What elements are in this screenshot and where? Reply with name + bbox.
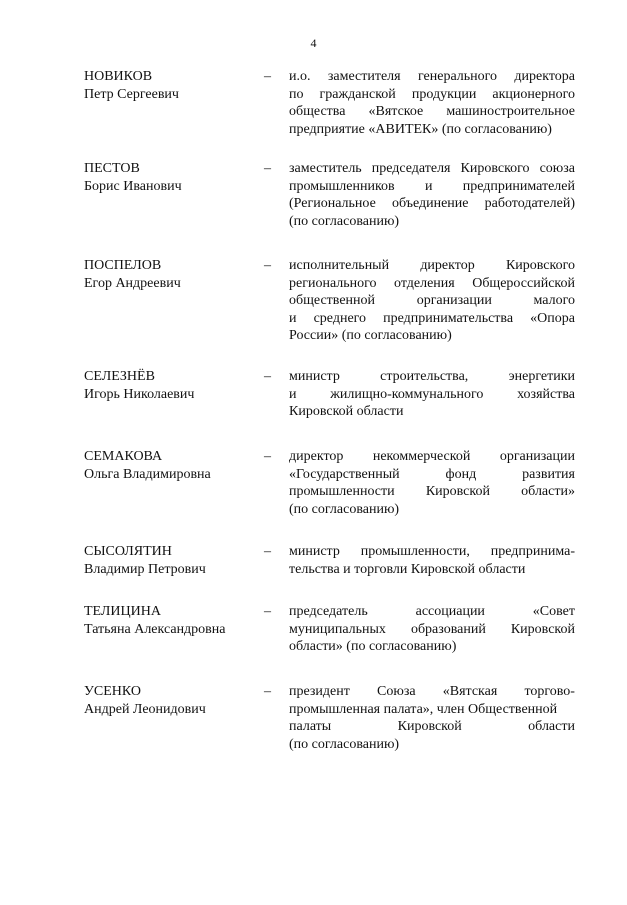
member-given-names: Владимир Петрович xyxy=(84,561,206,577)
position-line xyxy=(289,310,575,328)
position-line xyxy=(289,466,575,484)
position-word: продукции xyxy=(411,86,477,102)
member-surname: СЫСОЛЯТИН xyxy=(84,544,172,559)
position-word: среднего xyxy=(313,310,367,326)
position-word: директор xyxy=(289,449,344,464)
position-word: «Совет xyxy=(532,604,575,619)
position-word: министр xyxy=(289,369,340,384)
position-word: развития xyxy=(522,466,575,482)
position-word: гражданской xyxy=(319,86,396,102)
position-line xyxy=(289,68,575,86)
position-word: некоммерческой xyxy=(372,449,471,464)
position-word: отделения xyxy=(394,275,455,291)
position-word: и.о. xyxy=(289,69,311,84)
dash-separator: – xyxy=(264,684,271,699)
position-word: торгово- xyxy=(524,684,575,699)
member-name xyxy=(84,257,264,292)
position-word: президент xyxy=(289,684,350,699)
position-word: общественной xyxy=(289,293,376,308)
page-number: 4 xyxy=(310,36,317,50)
position-word: общества xyxy=(289,104,346,119)
member-given-names: Игорь Николаевич xyxy=(84,386,195,402)
dash-separator: – xyxy=(264,69,271,84)
position-word: Кировской xyxy=(510,621,575,637)
position-line: России» (по согласованию) xyxy=(289,328,452,343)
member-name xyxy=(84,68,264,103)
position-word: хозяйства xyxy=(517,386,575,402)
member-position xyxy=(289,68,575,138)
position-line xyxy=(289,386,575,404)
position-word: ассоциации xyxy=(415,604,485,619)
dash-separator: – xyxy=(264,449,271,464)
position-word: образований xyxy=(410,621,486,637)
position-line: Кировской области xyxy=(289,404,404,419)
position-word: предпринимателей xyxy=(462,178,575,194)
member-given-names: Татьяна Александровна xyxy=(84,621,226,637)
member-position xyxy=(289,603,575,656)
dash-separator: – xyxy=(264,604,271,619)
position-word: Союза xyxy=(377,684,416,699)
position-word: предпринима- xyxy=(490,544,575,559)
member-given-names: Егор Андреевич xyxy=(84,275,181,291)
position-word: машиностроительное xyxy=(446,104,575,119)
member-name xyxy=(84,368,264,403)
position-word: заместителя xyxy=(327,69,401,84)
position-word: муниципальных xyxy=(289,621,386,637)
position-word: Кировского xyxy=(460,161,530,176)
member-given-names: Андрей Леонидович xyxy=(84,701,206,717)
position-line: (по согласованию) xyxy=(289,736,400,752)
position-word: промышленности xyxy=(289,484,395,499)
position-line xyxy=(289,368,575,386)
dash-separator: – xyxy=(264,161,271,176)
position-word: жилищно-коммунального xyxy=(330,386,484,402)
position-word: председателя xyxy=(371,161,451,176)
position-line xyxy=(289,621,575,639)
position-word: директор xyxy=(420,258,475,273)
member-given-names: Ольга Владимировна xyxy=(84,466,211,482)
member-given-names: Петр Сергеевич xyxy=(84,86,179,102)
position-word: (Региональное xyxy=(289,196,376,211)
position-word: и xyxy=(289,386,297,402)
position-word: организации xyxy=(499,449,575,464)
position-line xyxy=(289,683,575,701)
position-line xyxy=(289,448,575,466)
position-word: области» xyxy=(521,484,575,499)
member-name xyxy=(84,683,264,718)
position-word: Кировской xyxy=(425,484,490,499)
position-word: «Вятское xyxy=(368,104,424,119)
position-line: предприятие «АВИТЕК» (по согласованию) xyxy=(289,121,552,137)
member-name xyxy=(84,543,264,578)
position-line xyxy=(289,483,575,501)
position-word: работодателей) xyxy=(484,196,575,211)
position-word: промышленности, xyxy=(360,544,470,559)
position-line: области» (по согласованию) xyxy=(289,639,457,654)
member-given-names: Борис Иванович xyxy=(84,178,182,194)
member-surname: ПЕСТОВ xyxy=(84,161,140,176)
member-surname: ПОСПЕЛОВ xyxy=(84,258,162,273)
member-surname: ТЕЛИЦИНА xyxy=(84,604,161,619)
dash-separator: – xyxy=(264,258,271,273)
position-word: малого xyxy=(533,293,575,308)
position-line xyxy=(289,160,575,178)
dash-separator: – xyxy=(264,369,271,384)
position-line xyxy=(289,195,575,213)
member-surname: СЕЛЕЗНЁВ xyxy=(84,369,155,384)
position-line: (по согласованию) xyxy=(289,501,400,517)
position-word: организации xyxy=(416,293,492,308)
position-word: объединение xyxy=(391,196,469,211)
position-word: директора xyxy=(514,69,575,84)
position-word: и xyxy=(424,178,433,194)
position-word: области xyxy=(528,719,575,734)
member-surname: НОВИКОВ xyxy=(84,69,153,84)
member-position xyxy=(289,448,575,518)
member-name xyxy=(84,160,264,195)
position-line xyxy=(289,178,575,196)
position-word: «Вятская xyxy=(442,684,498,699)
member-position xyxy=(289,683,575,753)
position-line xyxy=(289,292,575,310)
position-word: председатель xyxy=(289,604,368,619)
position-word: энергетики xyxy=(508,369,575,384)
member-position xyxy=(289,257,575,345)
position-line: промышленная палата», член Общественной xyxy=(289,701,558,717)
position-word: и xyxy=(289,310,297,326)
position-line xyxy=(289,86,575,104)
position-word: палаты xyxy=(289,719,332,734)
position-word: строительства, xyxy=(380,369,469,384)
position-word: заместитель xyxy=(289,161,362,176)
dash-separator: – xyxy=(264,544,271,559)
position-word: фонд xyxy=(445,466,477,482)
position-word: Общероссийской xyxy=(472,275,575,291)
position-line xyxy=(289,257,575,275)
member-surname: УСЕНКО xyxy=(84,684,142,699)
position-word: промышленников xyxy=(289,178,395,194)
position-word: по xyxy=(289,86,304,102)
position-word: «Опора xyxy=(530,310,575,326)
position-word: «Государственный xyxy=(289,466,400,482)
position-word: Кировского xyxy=(505,258,575,273)
position-word: Кировской xyxy=(397,719,462,734)
position-word: акционерного xyxy=(492,86,575,102)
position-word: генерального xyxy=(417,69,498,84)
position-line xyxy=(289,543,575,561)
member-name xyxy=(84,448,264,483)
member-position xyxy=(289,543,575,578)
member-name xyxy=(84,603,264,638)
member-position xyxy=(289,160,575,230)
position-line: (по согласованию) xyxy=(289,213,400,229)
position-line xyxy=(289,603,575,621)
position-word: союза xyxy=(539,161,575,176)
position-word: исполнительный xyxy=(289,258,390,273)
member-surname: СЕМАКОВА xyxy=(84,449,163,464)
position-line xyxy=(289,103,575,121)
position-line xyxy=(289,275,575,293)
position-line: тельства и торговли Кировской области xyxy=(289,561,526,577)
member-position xyxy=(289,368,575,421)
position-line xyxy=(289,718,575,736)
position-word: министр xyxy=(289,544,340,559)
position-word: регионального xyxy=(289,275,377,291)
position-word: предпринимательства xyxy=(383,310,514,326)
